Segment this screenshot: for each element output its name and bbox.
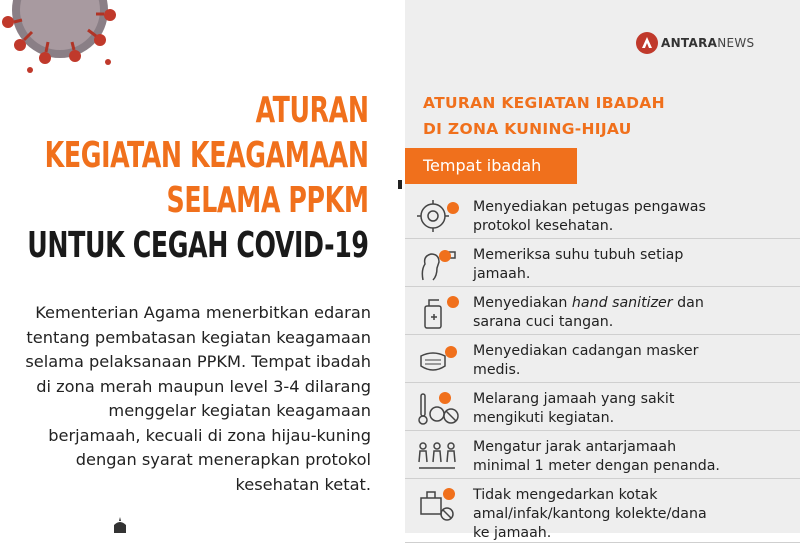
section-title-line-2: DI ZONA KUNING-HIJAU — [423, 120, 632, 138]
list-item — [405, 242, 800, 287]
title-line-1: ATURAN — [256, 90, 369, 131]
thermometer-gun-icon — [415, 246, 461, 282]
left-panel — [0, 0, 405, 533]
donation-box-icon — [415, 486, 461, 522]
virus-illustration-icon — [0, 0, 140, 80]
list-item — [405, 482, 800, 543]
section-title-line-1: ATURAN KEGIATAN IBADAH — [423, 94, 665, 112]
antara-news-logo — [636, 32, 754, 54]
rule-text: Menyediakan cadangan masker medis. — [473, 343, 699, 378]
rule-text: Mengatur jarak antarjamaah minimal 1 meter dengan penanda. — [473, 439, 720, 474]
list-item — [405, 290, 800, 335]
sick-person-icon — [415, 390, 461, 426]
rule-text: Melarang jamaah yang sakit mengikuti kegiatan. — [473, 391, 675, 426]
hand-sanitizer-icon — [415, 294, 461, 330]
tab-marker — [398, 180, 402, 189]
tab-tempat-ibadah: Tempat ibadah — [405, 148, 577, 184]
intro-paragraph: Kementerian Agama menerbitkan edaran tentang pembatasan kegiatan keagamaan selama pelaksanaan PPKM. Tempat ibadah di zona merah maupun level 3-4 dilarang menggelar kegiatan keagamaan berjamaah, kecuali di zona hijau-kuning dengan syarat menerapkan protokol kesehatan ketat. — [25, 303, 371, 494]
title-line-4: UNTUK CEGAH COVID-19 — [27, 225, 369, 266]
main-title — [0, 88, 369, 268]
list-item — [405, 194, 800, 239]
antara-logo-icon — [636, 32, 658, 54]
list-item — [405, 386, 800, 431]
list-item — [405, 434, 800, 479]
list-item — [405, 338, 800, 383]
rules-list — [405, 194, 800, 546]
face-mask-icon — [415, 342, 461, 378]
title-line-3: SELAMA PPKM — [166, 180, 369, 221]
rule-text: Menyediakan hand sanitizer dan sarana cuci tangan. — [473, 295, 704, 330]
mosque-silhouette-icon — [108, 517, 132, 533]
rule-text: Memeriksa suhu tubuh setiap jamaah. — [473, 247, 684, 282]
rule-text: Tidak mengedarkan kotak amal/infak/kantong kolekte/dana ke jamaah. — [473, 487, 707, 541]
rule-text: Menyediakan petugas pengawas protokol kesehatan. — [473, 199, 706, 234]
virus-shield-icon — [415, 198, 461, 234]
section-title — [423, 90, 665, 142]
brand-name: ANTARANEWS — [661, 36, 755, 50]
distance-people-icon — [415, 438, 461, 474]
title-line-2: KEGIATAN KEAGAMAAN — [45, 135, 369, 176]
